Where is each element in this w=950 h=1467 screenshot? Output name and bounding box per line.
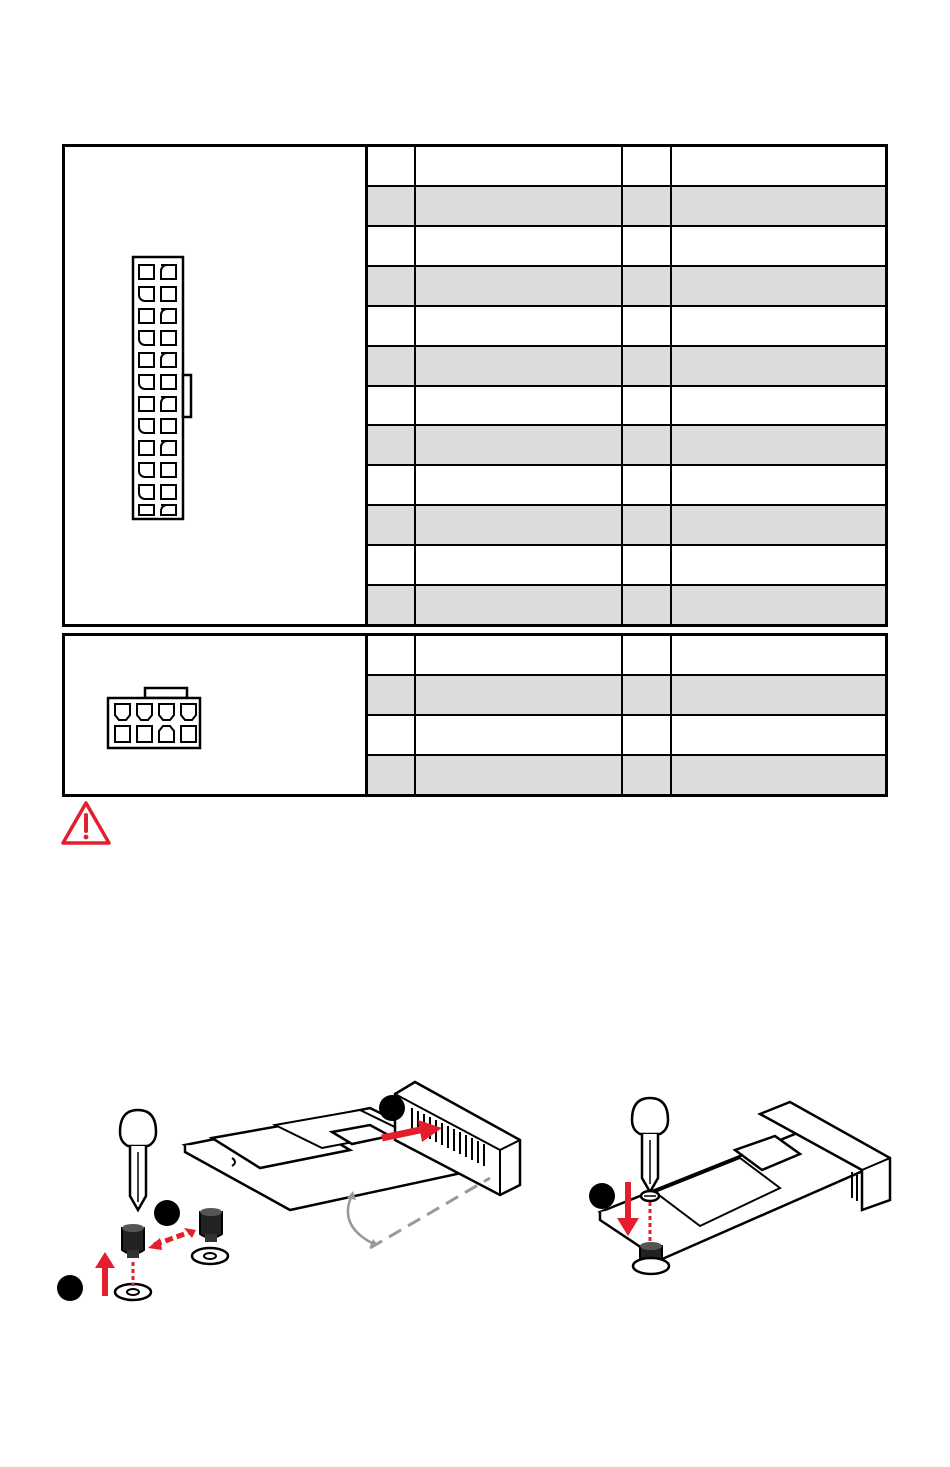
table-row xyxy=(368,267,885,307)
step-2-marker xyxy=(154,1200,180,1226)
screwdriver-icon xyxy=(120,1110,156,1210)
table-row xyxy=(368,546,885,586)
step-1-marker xyxy=(57,1275,83,1301)
table-row xyxy=(368,716,885,756)
atx-pin-grid xyxy=(365,147,885,624)
eps-8pin-connector-icon xyxy=(105,686,205,752)
table-row xyxy=(368,506,885,546)
cpu-power-pinout-table xyxy=(62,633,888,797)
table-row xyxy=(368,636,885,676)
step-3-marker xyxy=(379,1095,405,1121)
table-row xyxy=(368,676,885,716)
atx-24pin-connector-icon xyxy=(129,253,199,523)
step-4-marker xyxy=(589,1183,615,1209)
table-row xyxy=(368,147,885,187)
washer-icon xyxy=(192,1248,228,1264)
table-row xyxy=(368,466,885,506)
standoff-icon xyxy=(200,1208,222,1242)
screwdriver-icon xyxy=(632,1098,668,1192)
washer-icon xyxy=(115,1284,151,1300)
table-row xyxy=(368,347,885,387)
warning-triangle-icon xyxy=(60,800,112,846)
table-row xyxy=(368,756,885,794)
standoff-icon xyxy=(122,1224,144,1258)
m2-installation-illustration xyxy=(40,1070,910,1320)
table-row xyxy=(368,426,885,466)
table-row xyxy=(368,586,885,624)
washer-icon xyxy=(633,1258,669,1274)
table-row xyxy=(368,387,885,427)
eps-pin-grid xyxy=(365,636,885,794)
table-row xyxy=(368,187,885,227)
atx-power-pinout-table xyxy=(62,144,888,627)
table-row xyxy=(368,307,885,347)
table-row xyxy=(368,227,885,267)
